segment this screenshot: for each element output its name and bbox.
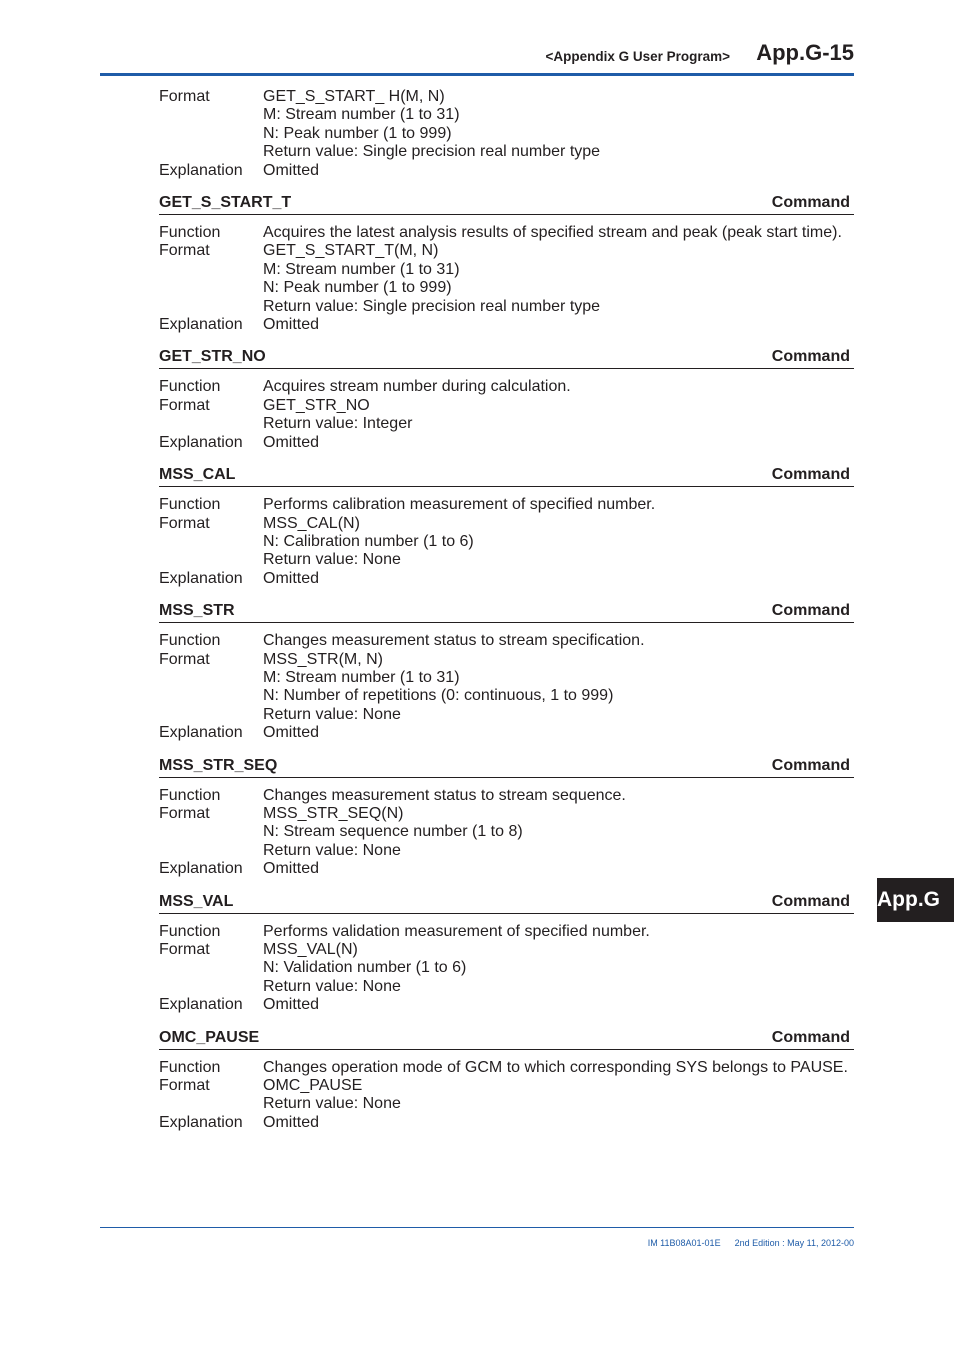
command-kind: Command: [771, 466, 850, 484]
format-line: GET_STR_NO: [263, 396, 370, 414]
function-row: [159, 787, 854, 805]
function-row: [159, 923, 854, 941]
command-name: MSS_VAL: [159, 892, 234, 910]
format-line: N: Validation number (1 to 6): [263, 959, 467, 977]
command-name: GET_S_START_T: [159, 194, 292, 212]
format-line: M: Stream number (1 to 31): [263, 260, 460, 278]
function-value: Changes measurement status to stream specification.: [263, 632, 645, 650]
format-label: Format: [159, 396, 210, 414]
format-line: MSS_CAL(N): [263, 514, 360, 532]
command-name: GET_STR_NO: [159, 348, 266, 366]
command-block: [159, 602, 854, 742]
command-block: [159, 348, 854, 452]
command-header: [159, 466, 854, 487]
format-line: N: Number of repetitions (0: continuous, 1 to 999): [263, 687, 614, 705]
function-row: [159, 378, 854, 396]
function-value: Changes measurement status to stream sequence.: [263, 786, 626, 804]
command-header: [159, 602, 854, 623]
page-header: [100, 38, 854, 76]
explanation-value: Omitted: [263, 996, 320, 1014]
command-kind: Command: [771, 194, 850, 212]
format-line: N: Peak number (1 to 999): [263, 279, 452, 297]
format-line: Return value: None: [263, 841, 401, 859]
format-line: Return value: Integer: [263, 415, 413, 433]
format-line: N: Peak number (1 to 999): [263, 124, 452, 142]
format-row: [159, 397, 854, 434]
format-value: [263, 805, 854, 860]
function-value: Acquires stream number during calculation.: [263, 378, 571, 396]
format-line: M: Stream number (1 to 31): [263, 106, 460, 124]
command-header: [159, 194, 854, 215]
command-header: [159, 757, 854, 778]
function-label: Function: [159, 496, 221, 514]
command-body: [159, 632, 854, 742]
explanation-label: Explanation: [159, 569, 243, 587]
explanation-value: Omitted: [263, 724, 320, 742]
command-body: [159, 923, 854, 1015]
command-block: [159, 194, 854, 334]
command-name: MSS_STR: [159, 602, 235, 620]
command-body: [159, 224, 854, 334]
format-row: [159, 1077, 854, 1114]
command-body: [159, 378, 854, 452]
format-line: OMC_PAUSE: [263, 1077, 363, 1095]
format-label: Format: [159, 1077, 210, 1095]
explanation-value: Omitted: [263, 316, 320, 334]
explanation-label: Explanation: [159, 724, 243, 742]
explanation-value: Omitted: [263, 1113, 320, 1131]
command-body: [159, 1059, 854, 1133]
explanation-row: [159, 724, 854, 742]
format-value: [263, 1077, 854, 1114]
format-line: Return value: None: [263, 1095, 401, 1113]
command-body: [159, 787, 854, 879]
format-value: [263, 515, 854, 570]
format-row: [159, 805, 854, 860]
function-label: Function: [159, 632, 221, 650]
page-footer: [648, 1238, 854, 1248]
explanation-row: [159, 162, 854, 180]
explanation-row: [159, 860, 854, 878]
function-row: [159, 224, 854, 242]
command-block: [159, 1029, 854, 1133]
format-line: Return value: None: [263, 551, 401, 569]
command-name: MSS_CAL: [159, 466, 236, 484]
explanation-value: Omitted: [263, 860, 320, 878]
explanation-row: [159, 996, 854, 1014]
format-line: Return value: Single precision real number type: [263, 297, 601, 315]
explanation-label: Explanation: [159, 860, 243, 878]
edition-info: 2nd Edition : May 11, 2012-00: [734, 1238, 854, 1248]
format-label: Format: [159, 88, 210, 105]
explanation-label: Explanation: [159, 161, 243, 179]
explanation-row: [159, 1114, 854, 1132]
command-kind: Command: [771, 348, 850, 366]
command-kind: Command: [771, 602, 850, 620]
section-title: <Appendix G User Program>: [545, 49, 730, 64]
format-label: Format: [159, 242, 210, 260]
format-line: GET_S_START_ H(M, N): [263, 88, 445, 105]
format-row: [159, 651, 854, 725]
explanation-label: Explanation: [159, 1113, 243, 1131]
function-label: Function: [159, 786, 221, 804]
format-row: [159, 515, 854, 570]
format-value: [263, 242, 854, 316]
command-body: [159, 496, 854, 588]
intro-block: [159, 88, 854, 180]
explanation-value: Omitted: [263, 569, 320, 587]
explanation-row: [159, 570, 854, 588]
format-line: MSS_VAL(N): [263, 941, 358, 958]
format-row: [159, 88, 854, 162]
format-line: N: Stream sequence number (1 to 8): [263, 823, 523, 841]
format-line: GET_S_START_T(M, N): [263, 242, 439, 260]
format-label: Format: [159, 650, 210, 668]
format-line: Return value: None: [263, 977, 401, 995]
format-label: Format: [159, 804, 210, 822]
page-content: [159, 88, 854, 1132]
function-value: Changes operation mode of GCM to which corresponding SYS belongs to PAUSE.: [263, 1058, 848, 1076]
document-id: IM 11B08A01-01E: [647, 1238, 721, 1248]
format-row: [159, 941, 854, 996]
function-label: Function: [159, 922, 221, 940]
explanation-label: Explanation: [159, 433, 243, 451]
command-header: [159, 1029, 854, 1050]
command-name: OMC_PAUSE: [159, 1028, 260, 1046]
format-line: MSS_STR(M, N): [263, 650, 383, 668]
format-label: Format: [159, 514, 210, 532]
explanation-row: [159, 434, 854, 452]
format-line: MSS_STR_SEQ(N): [263, 804, 404, 822]
function-value: Performs validation measurement of specified number.: [263, 922, 650, 940]
function-row: [159, 632, 854, 650]
format-value: [263, 941, 854, 996]
function-label: Function: [159, 378, 221, 396]
function-row: [159, 496, 854, 514]
header-rule: [100, 73, 854, 76]
command-block: [159, 893, 854, 1015]
page-number: App.G-15: [756, 40, 854, 65]
command-header: [159, 348, 854, 369]
command-kind: Command: [771, 1028, 850, 1046]
format-value: [263, 651, 854, 725]
footer-rule: [100, 1227, 854, 1228]
explanation-label: Explanation: [159, 316, 243, 334]
format-line: N: Calibration number (1 to 6): [263, 532, 474, 550]
command-name: MSS_STR_SEQ: [159, 756, 278, 774]
command-block: [159, 466, 854, 588]
format-line: M: Stream number (1 to 31): [263, 668, 460, 686]
command-header: [159, 893, 854, 914]
function-value: Acquires the latest analysis results of specified stream and peak (peak start time).: [263, 224, 842, 242]
format-value: [263, 88, 854, 162]
function-label: Function: [159, 1058, 221, 1076]
explanation-value: Omitted: [263, 433, 320, 451]
function-label: Function: [159, 224, 221, 242]
format-row: [159, 242, 854, 316]
command-kind: Command: [771, 892, 850, 910]
format-line: Return value: None: [263, 705, 401, 723]
function-row: [159, 1059, 854, 1077]
command-block: [159, 757, 854, 879]
explanation-row: [159, 316, 854, 334]
explanation-value: Omitted: [263, 161, 320, 179]
explanation-label: Explanation: [159, 996, 243, 1014]
appendix-tab: App.G: [877, 878, 954, 922]
format-line: Return value: Single precision real number type: [263, 143, 601, 161]
function-value: Performs calibration measurement of specified number.: [263, 496, 656, 514]
format-value: [263, 397, 854, 434]
command-kind: Command: [771, 756, 850, 774]
format-label: Format: [159, 941, 210, 958]
